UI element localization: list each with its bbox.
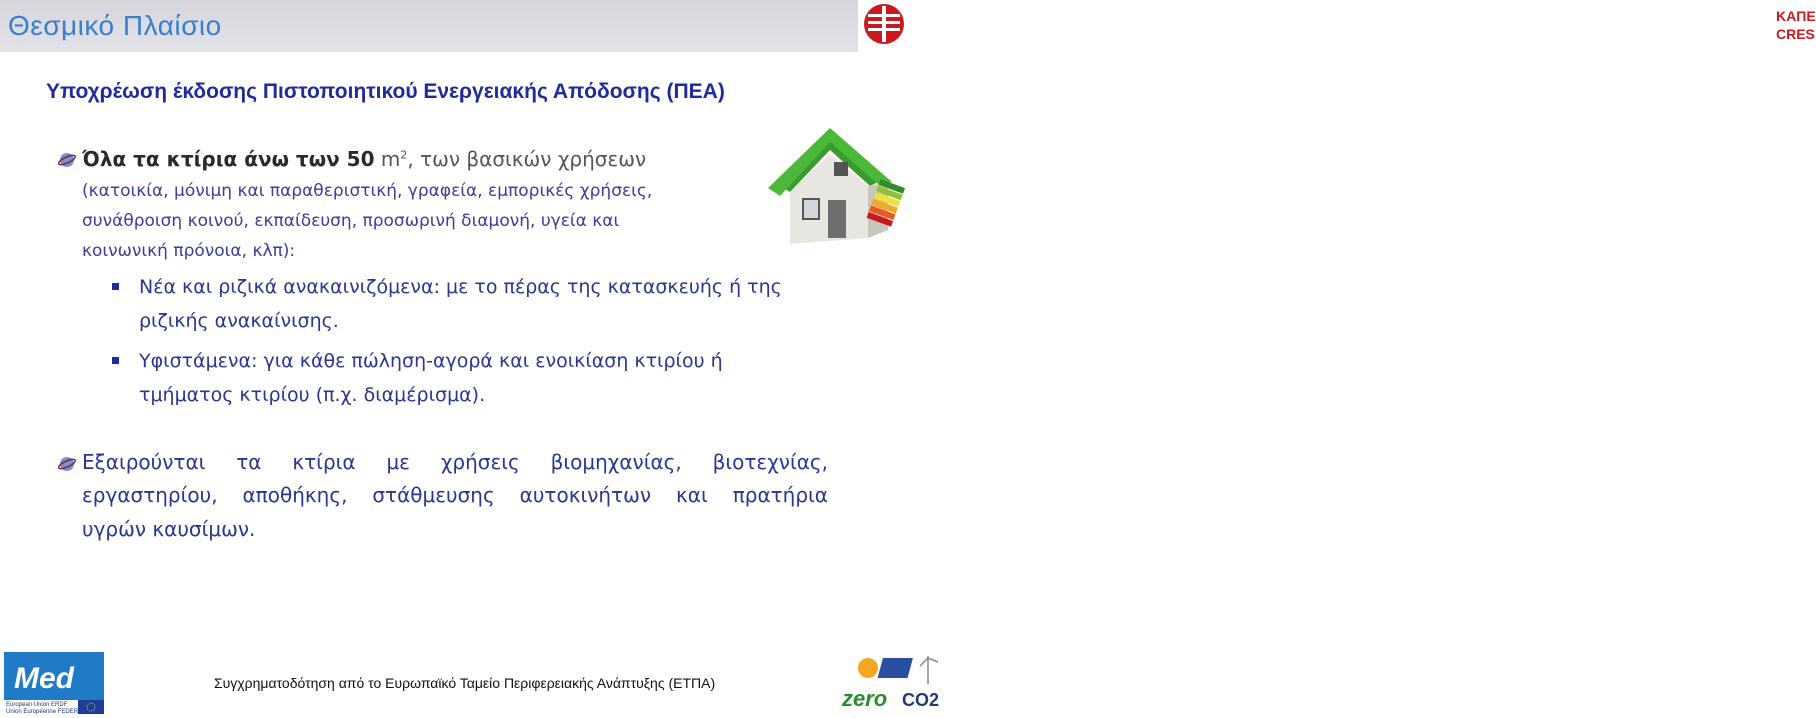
co2-logo-text: CO2 — [902, 690, 940, 710]
section1-lead — [82, 147, 646, 171]
section2-line-3: υγρών καυσίμων. — [82, 517, 256, 541]
sub-item-2-line-2: τμήματος κτιρίου (π.χ. διαμέρισμα). — [139, 384, 486, 406]
funding-statement: Συγχρηματοδότηση από το Ευρωπαϊκό Ταμείο Περιφερειακής Ανάπτυξης (ΕΤΠΑ) — [214, 675, 716, 691]
lead-rest: , των βασικών χρήσεων — [407, 147, 647, 171]
lead-bold-text: Όλα τα κτίρια άνω των 50 — [82, 147, 375, 171]
sub-item-2-line-1: Υφιστάμενα: για κάθε πώληση-αγορά και ενοικίαση κτιρίου ή — [139, 350, 723, 372]
med-caption-1: European Union ERDF — [6, 702, 68, 708]
lead-unit: m — [380, 147, 401, 171]
page-title: Θεσμικό Πλαίσιο — [8, 10, 222, 41]
logo-text-cres: CRES — [1776, 26, 1815, 42]
section2-line-1: Εξαιρούνται τα κτίρια με χρήσεις βιομηχανίας, βιοτεχνίας, — [82, 450, 828, 474]
kape-cres-logo — [862, 2, 1816, 48]
zero-co2-logo — [838, 654, 956, 714]
globe-bullet-icon — [56, 453, 76, 473]
med-caption-2: Union Européenne FEDER — [6, 709, 79, 715]
logo-text-kape: ΚΑΠΕ — [1776, 8, 1816, 24]
med-logo-text: Med — [14, 662, 74, 695]
square-bullet-icon — [112, 357, 119, 364]
title-bar — [0, 0, 858, 52]
lead-superscript: 2 — [400, 148, 408, 162]
section-subtitle: Υποχρέωση έκδοσης Πιστοποιητικού Ενεργειακής Απόδοσης (ΠΕΑ) — [46, 80, 725, 103]
sub-item-1-line-1: Νέα και ριζικά ανακαινιζόμενα: με το πέρας της κατασκευής ή της — [139, 276, 782, 298]
section1-line-2: συνάθροιση κοινού, εκπαίδευση, προσωρινή διαμονή, υγεία και — [82, 211, 620, 231]
square-bullet-icon — [112, 283, 119, 290]
med-programme-logo — [4, 652, 104, 714]
zero-logo-text: zero — [842, 686, 888, 711]
sub-item-1-line-2: ριζικής ανακαίνισης. — [139, 310, 339, 332]
section1-line-3: κοινωνική πρόνοια, κλπ): — [82, 241, 296, 261]
section2-line-2: εργαστηρίου, αποθήκης, στάθμευσης αυτοκινήτων και πρατήρια — [82, 483, 828, 507]
globe-bullet-icon — [56, 149, 76, 169]
section1-line-1: (κατοικία, μόνιμη και παραθεριστική, γραφεία, εμπορικές χρήσεις, — [82, 181, 653, 201]
kape-emblem-icon — [862, 2, 906, 46]
energy-house-illustration — [760, 126, 906, 252]
